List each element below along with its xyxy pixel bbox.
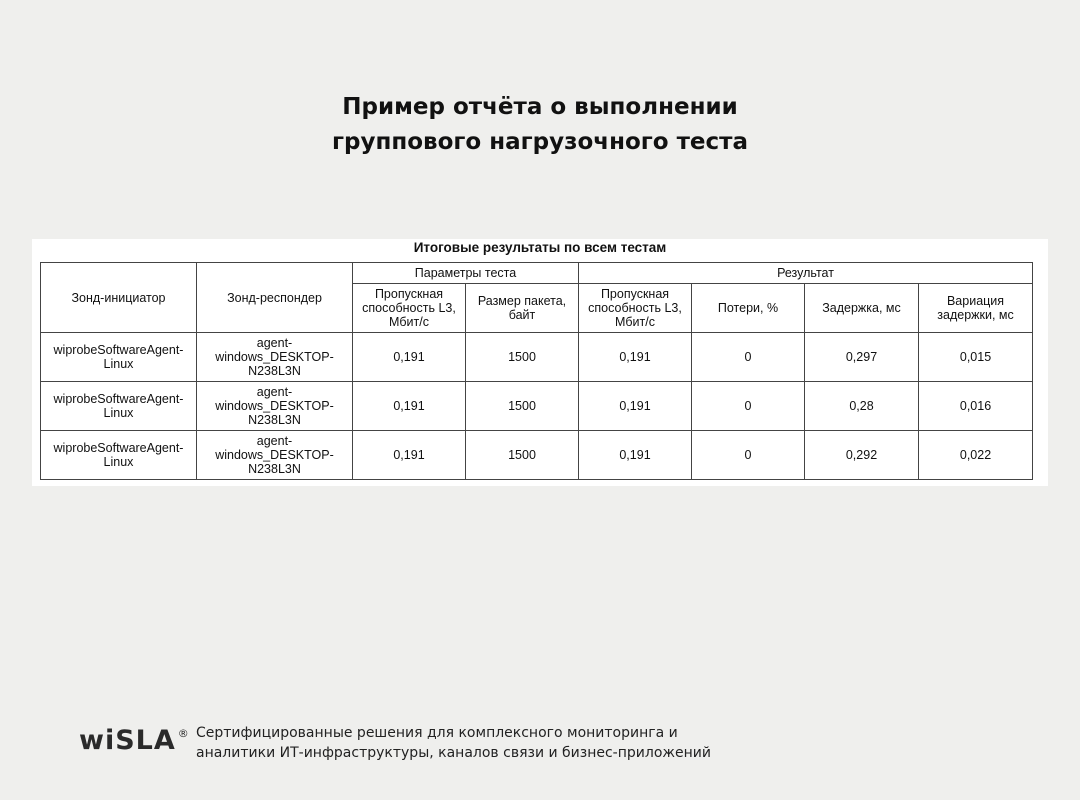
- table-row: [41, 333, 1033, 382]
- cell-delay: 0,292: [805, 431, 919, 480]
- cell-loss: 0: [692, 431, 805, 480]
- footer-tagline: [196, 723, 816, 763]
- header-result-delay: Задержка, мс: [805, 284, 919, 333]
- cell-jitter: 0,016: [919, 382, 1033, 431]
- cell-responder: agent-windows_DESKTOP-N238L3N: [197, 431, 353, 480]
- header-params-throughput: Пропускная способность L3, Мбит/с: [353, 284, 466, 333]
- cell-params-throughput: 0,191: [353, 431, 466, 480]
- cell-result-throughput: 0,191: [579, 431, 692, 480]
- cell-params-throughput: 0,191: [353, 382, 466, 431]
- header-params-group: Параметры теста: [353, 263, 579, 284]
- header-result-throughput: Пропускная способность L3, Мбит/с: [579, 284, 692, 333]
- header-params-packet-size: Размер пакета, байт: [466, 284, 579, 333]
- report-image: [32, 239, 1048, 486]
- logo-text: wiSLA: [79, 725, 176, 756]
- wisla-logo: [79, 725, 190, 756]
- cell-loss: 0: [692, 382, 805, 431]
- footer-tagline-line-2: аналитики ИТ-инфраструктуры, каналов связи и бизнес-приложений: [196, 745, 711, 761]
- cell-responder: agent-windows_DESKTOP-N238L3N: [197, 382, 353, 431]
- registered-mark: ®: [177, 727, 190, 740]
- cell-initiator: wiprobeSoftwareAgent-Linux: [41, 431, 197, 480]
- footer-tagline-line-1: Сертифицированные решения для комплексного мониторинга и: [196, 725, 678, 741]
- cell-packet-size: 1500: [466, 382, 579, 431]
- header-result-group: Результат: [579, 263, 1033, 284]
- cell-delay: 0,28: [805, 382, 919, 431]
- header-row-groups: [41, 263, 1033, 284]
- cell-responder: agent-windows_DESKTOP-N238L3N: [197, 333, 353, 382]
- cell-packet-size: 1500: [466, 333, 579, 382]
- cell-jitter: 0,022: [919, 431, 1033, 480]
- cell-loss: 0: [692, 333, 805, 382]
- header-result-jitter: Вариация задержки, мс: [919, 284, 1033, 333]
- header-result-loss: Потери, %: [692, 284, 805, 333]
- page-title: [0, 90, 1080, 160]
- cell-initiator: wiprobeSoftwareAgent-Linux: [41, 382, 197, 431]
- page-title-line-1: Пример отчёта о выполнении: [342, 94, 738, 120]
- table-row: [41, 382, 1033, 431]
- cell-packet-size: 1500: [466, 431, 579, 480]
- page-title-line-2: группового нагрузочного теста: [331, 129, 748, 155]
- cell-result-throughput: 0,191: [579, 333, 692, 382]
- report-title: Итоговые результаты по всем тестам: [413, 240, 667, 255]
- cell-params-throughput: 0,191: [353, 333, 466, 382]
- cell-delay: 0,297: [805, 333, 919, 382]
- header-initiator: Зонд-инициатор: [41, 263, 197, 333]
- cell-result-throughput: 0,191: [579, 382, 692, 431]
- cell-jitter: 0,015: [919, 333, 1033, 382]
- header-responder: Зонд-респондер: [197, 263, 353, 333]
- table-row: [41, 431, 1033, 480]
- results-table: [40, 262, 1033, 480]
- cell-initiator: wiprobeSoftwareAgent-Linux: [41, 333, 197, 382]
